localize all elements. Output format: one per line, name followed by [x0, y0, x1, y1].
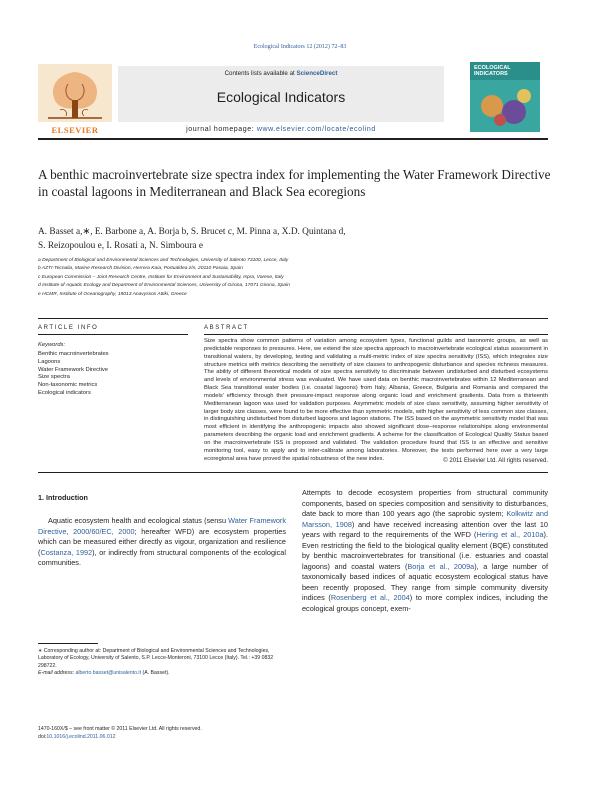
intro-text: ; hereafter WFD) are ecosystem properties which can be measured either directly as vigour, organization and resilience ( [38, 526, 287, 557]
affiliation-d: d Institute of Aquatic Ecology and Department of Environmental Sciences, University of Girona, 17071 Girona, Spain [38, 283, 290, 289]
intro-text: ). Even restricting the field to the biological quality element (BQE) constituted by benthic macroinvertebrates for transitional (i.e. estuaries and coastal lagoons) and coastal waters ( [302, 530, 549, 571]
introduction-heading: 1. Introduction [38, 493, 88, 502]
abstract-text: Size spectra show common patterns of variation among ecosystem types, functional guilds and taxonomic groups, as well as predictable responses to pressures. Here, we extend the size spectra approach to macroinvertebrate ecological status assessment in transitional waters, by developing, testing and validating a multi-metric index of size spectra sensitivity (ISS), which integrates size structure metrics with metrics describing the sensitivity of size classes to anthropogenic disturbance and species richness measures. The ability of different theoretical models of size spectra sensitivity to discriminate between undisturbed and disturbed ecosystems and levels of environmental stress was evaluated. We have used data on benthic macroinvertebrates within 12 Mediterranean and Black Sea transitional water bodies (i.e. coastal lagoons) from Italy, Albania, Greece, Bulgaria and Romania and compared the models' efficiency through their pressure-impact response along organic load and enrichment gradients. Data from a thirteenth Mediterranean lagoon was used for validation purposes. Asymmetric models of size class sensitivity, assuming higher sensitivity of larger body size classes, were found to be more effective than symmetric models, with higher sensitivity of less common size classes, in distinguishing undisturbed from disturbed lagoons and lagoon stations. The ISS based on the asymmetric sensitivity model that was most efficient in identifying the anthropogenic impacts also showed significant dose–response relationships along environmental parameters describing the organic load and enrichment gradients. A scheme for the classification of Ecological Quality Status based on the macroinvertebrate ISS is proposed and validated. The validation procedure found that ISS is an effective and sensitive monitoring tool, easy to apply and to inter-calibrate among laboratories. Moreover, the tests performed here over a very large ecoregional area have proved the spatial robustness of the new index. [204, 338, 548, 462]
contents-prefix: Contents lists available at [224, 70, 297, 77]
hering-citation-link[interactable]: Hering et al., 2010a [476, 530, 544, 539]
publisher-name: ELSEVIER [51, 125, 99, 135]
intro-text: Aquatic ecosystem health and ecological status (sensu [48, 516, 229, 525]
journal-cover-thumbnail [470, 62, 540, 132]
keyword-item: Benthic macroinvertebrates [38, 351, 109, 357]
issn-line: 1470-160X/$ – see front matter © 2011 Elsevier Ltd. All rights reserved. [38, 726, 202, 732]
contents-availability [118, 70, 444, 77]
keyword-item: Water Framework Directive [38, 366, 109, 373]
header-rule [38, 138, 548, 140]
affiliation-a: a Department of Biological and Environmental Sciences and Technologies, University of Salento 73100, Lecce, Italy [38, 258, 289, 263]
copyright-notice: © 2011 Elsevier Ltd. All rights reserved. [443, 458, 548, 464]
costanza-citation-link[interactable]: Costanza, 1992 [40, 547, 93, 557]
keyword-item: Non-taxonomic metrics [38, 382, 98, 389]
keyword-item: Lagoons [38, 358, 61, 365]
intro-text: ) and have received increasing attention over the last 10 years with regard to the requirements of the WFD ( [302, 519, 548, 539]
affiliation-c: c European Commission – Joint Research Centre, Institute for Environment and Sustainability, Ispra, Varese, Italy [38, 274, 284, 280]
email-label: E-mail address: [38, 669, 76, 676]
cover-title [474, 65, 511, 77]
affiliation-e: e HCMR, Institute of Oceanography, 19013 Anavyssos Attiki, Greece [38, 291, 187, 297]
borja-citation-link[interactable]: Borja et al., 2009a [407, 561, 475, 571]
kolkwitz-citation-link[interactable]: Kolkwitz and Marsson, 1908 [302, 509, 549, 529]
intro-left-paragraph [38, 516, 286, 569]
journal-homepage [118, 126, 444, 133]
intro-text: ), or indirectly from structural components of the ecological communities. [38, 547, 286, 567]
article-info-top-rule [38, 318, 548, 319]
intro-right-paragraph [302, 488, 548, 614]
abstract-heading: ABSTRACT [204, 325, 249, 331]
footnote-rule [38, 643, 98, 644]
journal-reference[interactable]: Ecological Indicators 12 (2012) 72–83 [253, 44, 347, 50]
authors-line-2: S. Reizopoulou e, I. Rosati a, N. Simboura e [38, 241, 203, 251]
keyword-item: Size spectra [38, 374, 70, 381]
doi-prefix: doi: [38, 733, 47, 740]
journal-name: Ecological Indicators [216, 89, 346, 105]
keyword-item: Ecological indicators [38, 389, 91, 396]
abstract-sub-rule [204, 334, 548, 335]
intro-text: ), a large number of taxonomically based indices of aquatic ecosystem ecological status have been recently proposed. They range from simple community diversity indices ( [302, 561, 548, 602]
homepage-prefix: journal homepage: [186, 126, 257, 133]
doi-link[interactable]: 10.1016/j.ecolind.2011.06.012 [46, 733, 116, 740]
affiliations [38, 257, 558, 299]
email-link[interactable]: alberto.basset@unisalento.it [75, 669, 142, 676]
affiliation-b: b AZTI-Tecnalia, Marine Research Division, Herrera Kaia, Portualdea z/n, 20110 Pasaia, Spain [38, 266, 243, 272]
intro-text: ) to more complex indices, including the ecological groups concept, exem- [302, 593, 548, 613]
footnote-email-line [38, 670, 286, 677]
homepage-link[interactable]: www.elsevier.com/locate/ecolind [256, 126, 376, 133]
doi-line [38, 734, 288, 742]
footnote-text: ∗ Corresponding author at: Department of Biological and Environmental Sciences and Technologies, Laboratory of Ecology, University of Salento, S.P. Lecce-Monteroni, 73100 Lecce (Italy). Tel.: +39 0832 298722. [38, 648, 274, 669]
rosenberg-citation-link[interactable]: Rosenberg et al., 2004 [330, 593, 410, 602]
article-info-heading: ARTICLE INFO [38, 325, 99, 331]
authors-line-1: A. Basset a,∗, E. Barbone a, A. Borja b, S. Brucet c, M. Pinna a, X.D. Quintana d, [38, 227, 346, 237]
corresponding-author-footnote [38, 648, 286, 677]
email-suffix: (A. Basset). [141, 669, 170, 676]
cover-title-line1: ECOLOGICAL [474, 65, 511, 71]
issn-doi-block [38, 726, 288, 741]
intro-text: Attempts to decode ecosystem properties from structural community components, based on species composition and sensitivity to disturbances, date back to more than 100 years ago (the saprobic system; [302, 488, 548, 518]
elsevier-tree-logo [38, 64, 112, 130]
sciencedirect-link[interactable]: ScienceDirect [296, 70, 338, 77]
cover-title-line2: INDICATORS [474, 71, 508, 77]
keywords-label: Keywords: [38, 342, 66, 348]
keywords-list [38, 351, 178, 398]
article-title: A benthic macroinvertebrate size spectra index for implementing the Water Framework Directive in coastal lagoons in Mediterranean and Black Sea ecoregions [38, 167, 551, 199]
wfd-citation-link[interactable]: Water Framework Directive, 2000/60/EC, 2000 [38, 516, 286, 536]
abstract-bottom-rule [38, 472, 548, 473]
author-list [38, 225, 558, 253]
article-info-sub-rule [38, 334, 188, 335]
